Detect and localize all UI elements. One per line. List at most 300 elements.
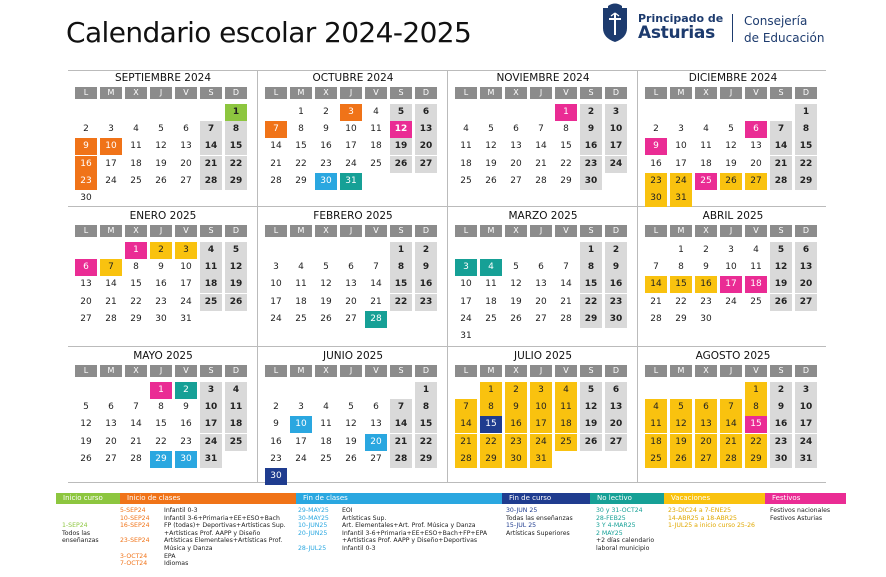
day-cell: 3 [728, 245, 734, 255]
day-cell: 29 [295, 175, 307, 186]
day-cell: 18 [200, 276, 222, 293]
day-cell: 28 [105, 313, 117, 324]
legend-description: Art. Elementales+Art. Prof. Música y Danza [342, 522, 476, 530]
day-cell: 28 [770, 173, 792, 190]
legend-entry [770, 515, 830, 523]
day-cell: 24 [345, 158, 357, 169]
day-cell: 17 [295, 436, 307, 447]
weekday-header: J [720, 87, 742, 99]
day-cell: 11 [200, 259, 222, 276]
day-cell: 7 [770, 121, 792, 138]
day-cell: 28 [720, 451, 742, 468]
day-cell: 9 [158, 262, 164, 273]
day-cell: 15 [580, 276, 602, 293]
legend-description: Todos las enseñanzas [62, 529, 99, 545]
weekday-header: J [340, 225, 362, 237]
day-cell: 1 [480, 382, 502, 399]
org-name-small: Principado de [638, 12, 724, 25]
day-cell: 10 [795, 399, 817, 416]
day-cell: 22 [795, 156, 817, 173]
day-cell: 19 [320, 296, 332, 307]
day-cell: 2 [415, 242, 437, 259]
day-cell: 14 [645, 276, 667, 293]
day-cell: 7 [265, 121, 287, 138]
day-cell: 30 [700, 313, 712, 324]
day-cell: 6 [695, 399, 717, 416]
day-cell: 24 [295, 453, 307, 464]
weekday-header: D [605, 225, 627, 237]
day-cell: 17 [345, 141, 357, 152]
day-cell: 9 [645, 138, 667, 155]
day-cell: 21 [455, 434, 477, 451]
day-cell: 25 [695, 173, 717, 190]
day-cell: 18 [700, 158, 712, 169]
month-title: MARZO 2025 [508, 210, 578, 222]
day-cell: 9 [580, 121, 602, 138]
day-cell: 7 [100, 259, 122, 276]
legend-entry [120, 537, 286, 545]
grid-divider [637, 70, 638, 483]
day-cell: 12 [725, 141, 737, 152]
weekday-header: L [265, 365, 287, 377]
day-cell: 12 [580, 399, 602, 416]
day-cell: 21 [770, 156, 792, 173]
weekday-header: S [390, 365, 412, 377]
grid-divider [447, 70, 448, 483]
legend-description: 23-DIC24 a 7-ENE25 [668, 507, 732, 514]
day-cell: 29 [225, 173, 247, 190]
day-cell: 22 [480, 434, 502, 451]
day-cell: 21 [720, 434, 742, 451]
day-cell: 1 [415, 382, 437, 399]
day-cell: 11 [485, 279, 497, 290]
day-cell: 26 [80, 453, 92, 464]
legend-description: 30 y 31-OCT24 [596, 507, 643, 514]
legend-no-lectivo: No lectivo [590, 493, 664, 504]
day-cell: 2 [323, 107, 329, 117]
weekday-header: D [225, 87, 247, 99]
day-cell: 23 [415, 294, 437, 311]
weekday-header: S [200, 225, 222, 237]
legend-entry [120, 553, 286, 561]
legend-entry [298, 522, 487, 530]
day-cell: 22 [130, 296, 142, 307]
legend-entry [120, 507, 286, 515]
weekday-header: V [745, 225, 767, 237]
day-cell: 23 [505, 434, 527, 451]
legend-column [62, 522, 112, 545]
day-cell: 29 [130, 313, 142, 324]
weekday-header: J [340, 365, 362, 377]
weekday-header: M [100, 365, 122, 377]
day-cell: 22 [390, 294, 412, 311]
day-cell: 13 [80, 279, 92, 290]
legend-date: 28-JUL25 [298, 544, 327, 552]
day-cell: 29 [480, 451, 502, 468]
day-cell: 20 [695, 434, 717, 451]
day-cell: 5 [770, 242, 792, 259]
day-cell: 9 [605, 259, 627, 276]
day-cell: 19 [225, 276, 247, 293]
day-cell: 10 [200, 399, 222, 416]
day-cell: 18 [460, 158, 472, 169]
day-cell: 30 [175, 451, 197, 468]
legend-description: 15-JUL 25 [506, 522, 537, 530]
legend-description: Infantil 3-6+Primaria+EE+ESO+Bach+FP+EPA [342, 529, 488, 537]
weekday-header: L [75, 225, 97, 237]
day-cell: 13 [345, 279, 357, 290]
day-cell: 10 [460, 279, 472, 290]
legend-description: Infantil 0-3 [164, 507, 198, 514]
day-cell: 3 [605, 104, 627, 121]
weekday-header: S [580, 87, 602, 99]
day-cell: 18 [370, 141, 382, 152]
day-cell: 19 [485, 158, 497, 169]
weekday-header: J [150, 87, 172, 99]
day-cell: 4 [200, 242, 222, 259]
weekday-header: X [695, 225, 717, 237]
day-cell: 20 [415, 138, 437, 155]
legend-description: Artísticas Superiores [506, 529, 570, 537]
legend-date: 10-SEP24 [120, 514, 150, 522]
day-cell: 21 [390, 434, 412, 451]
day-cell: 7 [133, 402, 139, 413]
day-cell: 29 [580, 311, 602, 328]
day-cell: 21 [130, 436, 142, 447]
day-cell: 3 [175, 242, 197, 259]
day-cell: 19 [390, 138, 412, 155]
legend-entry [770, 507, 830, 515]
department-line-1: Consejería [744, 14, 808, 28]
weekday-header: V [365, 225, 387, 237]
day-cell: 19 [670, 434, 692, 451]
day-cell: 27 [105, 453, 117, 464]
weekday-header: L [645, 225, 667, 237]
day-cell: 10 [725, 262, 737, 273]
day-cell: 6 [415, 104, 437, 121]
day-cell: 30 [265, 468, 287, 485]
day-cell: 10 [270, 279, 282, 290]
day-cell: 22 [225, 156, 247, 173]
day-cell: 28 [560, 313, 572, 324]
day-cell: 8 [415, 399, 437, 416]
weekday-header: L [265, 225, 287, 237]
day-cell: 7 [455, 399, 477, 416]
month-title: SEPTIEMBRE 2024 [114, 72, 212, 84]
day-cell: 27 [345, 313, 357, 324]
day-cell: 7 [538, 124, 544, 135]
legend-entry [596, 507, 654, 515]
weekday-header: L [455, 87, 477, 99]
day-cell: 4 [645, 399, 667, 416]
day-cell: 5 [513, 262, 519, 273]
weekday-header: D [795, 87, 817, 99]
day-cell: 23 [580, 156, 602, 173]
day-cell: 11 [370, 124, 382, 135]
day-cell: 1 [298, 107, 304, 117]
day-cell: 31 [200, 451, 222, 468]
grid-divider [68, 346, 826, 347]
day-cell: 11 [750, 262, 762, 273]
legend-description: Música y Danza [164, 544, 213, 552]
legend-entry [596, 537, 654, 545]
month-title: ABRIL 2025 [702, 210, 764, 222]
day-cell: 19 [155, 158, 167, 169]
day-cell: 13 [370, 419, 382, 430]
day-cell: 28 [390, 451, 412, 468]
day-cell: 24 [530, 434, 552, 451]
day-cell: 9 [183, 402, 189, 413]
day-cell: 12 [155, 141, 167, 152]
day-cell: 16 [75, 156, 97, 173]
legend-inicio-curso: Inicio curso [56, 493, 120, 504]
day-cell: 25 [320, 453, 332, 464]
legend-date: 30-MAY25 [298, 514, 329, 522]
day-cell: 15 [670, 276, 692, 293]
day-cell: 26 [770, 294, 792, 311]
legend-date: 16-SEP24 [120, 522, 150, 530]
day-cell: 28 [365, 311, 387, 328]
day-cell: 25 [645, 451, 667, 468]
day-cell: 3 [795, 382, 817, 399]
day-cell: 11 [320, 419, 332, 430]
day-cell: 16 [605, 276, 627, 293]
weekday-header: X [315, 87, 337, 99]
day-cell: 24 [460, 313, 472, 324]
day-cell: 17 [795, 416, 817, 433]
day-cell: 4 [753, 245, 759, 255]
day-cell: 30 [645, 190, 667, 207]
day-cell: 12 [670, 416, 692, 433]
day-cell: 14 [390, 416, 412, 433]
day-cell: 22 [560, 158, 572, 169]
day-cell: 21 [370, 296, 382, 307]
day-cell: 12 [770, 259, 792, 276]
day-cell: 15 [225, 138, 247, 155]
legend-description: Festivos Asturias [770, 514, 823, 522]
weekday-header: D [795, 225, 817, 237]
day-cell: 26 [320, 313, 332, 324]
legend-column [298, 507, 487, 553]
day-cell: 6 [183, 124, 189, 135]
weekday-header: S [770, 365, 792, 377]
day-cell: 27 [535, 313, 547, 324]
day-cell: 4 [323, 402, 329, 413]
day-cell: 4 [703, 124, 709, 135]
legend-date [120, 530, 164, 538]
legend-description: 2 MAY25 [596, 529, 623, 537]
day-cell: 16 [415, 276, 437, 293]
weekday-header: D [605, 87, 627, 99]
day-cell: 13 [605, 399, 627, 416]
day-cell: 3 [340, 104, 362, 121]
day-cell: 6 [605, 382, 627, 399]
day-cell: 26 [580, 434, 602, 451]
weekday-header: S [580, 225, 602, 237]
day-cell: 1 [150, 382, 172, 399]
day-cell: 27 [510, 175, 522, 186]
grid-divider [68, 482, 826, 483]
day-cell: 1 [555, 104, 577, 121]
day-cell: 24 [725, 296, 737, 307]
day-cell: 30 [315, 173, 337, 190]
day-cell: 29 [560, 175, 572, 186]
legend-description: +Artísticas Prof. AAPP y Diseño [164, 529, 261, 537]
day-cell: 25 [225, 434, 247, 451]
day-cell: 18 [225, 416, 247, 433]
legend-inicio-clases: Inicio de clases [120, 493, 296, 504]
day-cell: 15 [295, 141, 307, 152]
weekday-header: V [365, 365, 387, 377]
day-cell: 11 [130, 141, 142, 152]
day-cell: 22 [745, 434, 767, 451]
month-title: NOVIEMBRE 2024 [496, 72, 590, 84]
day-cell: 22 [415, 434, 437, 451]
weekday-header: M [290, 365, 312, 377]
day-cell: 17 [675, 158, 687, 169]
day-cell: 4 [133, 124, 139, 135]
day-cell: 22 [155, 436, 167, 447]
day-cell: 2 [83, 124, 89, 135]
day-cell: 27 [795, 294, 817, 311]
day-cell: 13 [105, 419, 117, 430]
weekday-header: D [605, 365, 627, 377]
day-cell: 24 [670, 173, 692, 190]
weekday-header: J [720, 225, 742, 237]
day-cell: 7 [200, 121, 222, 138]
weekday-header: M [670, 87, 692, 99]
month-title: ENERO 2025 [129, 210, 197, 222]
weekday-header: J [150, 225, 172, 237]
month-title: JULIO 2025 [513, 350, 573, 362]
day-cell: 6 [538, 262, 544, 273]
day-cell: 8 [225, 121, 247, 138]
day-cell: 13 [535, 279, 547, 290]
day-cell: 14 [270, 141, 282, 152]
day-cell: 5 [323, 262, 329, 273]
day-cell: 27 [745, 173, 767, 190]
legend-description: Idiomas [164, 560, 189, 568]
legend-column [668, 507, 755, 530]
page-title: Calendario escolar 2024-2025 [66, 16, 472, 49]
weekday-header: D [795, 365, 817, 377]
legend-entry [596, 522, 654, 530]
day-cell: 8 [480, 399, 502, 416]
weekday-header: J [530, 225, 552, 237]
day-cell: 23 [180, 436, 192, 447]
weekday-header: V [745, 87, 767, 99]
day-cell: 29 [150, 451, 172, 468]
grid-divider [68, 70, 826, 71]
day-cell: 13 [510, 141, 522, 152]
day-cell: 25 [750, 296, 762, 307]
day-cell: 25 [555, 434, 577, 451]
day-cell: 19 [770, 276, 792, 293]
day-cell: 15 [560, 141, 572, 152]
logo [600, 2, 875, 46]
day-cell: 2 [505, 382, 527, 399]
day-cell: 9 [75, 138, 97, 155]
day-cell: 4 [373, 107, 379, 117]
day-cell: 8 [158, 402, 164, 413]
day-cell: 28 [130, 453, 142, 464]
day-cell: 13 [795, 259, 817, 276]
day-cell: 13 [750, 141, 762, 152]
day-cell: 17 [530, 416, 552, 433]
day-cell: 6 [513, 124, 519, 135]
legend-entry [668, 515, 755, 523]
day-cell: 1 [745, 382, 767, 399]
day-cell: 14 [560, 279, 572, 290]
legend-description: 30-JUN 25 [506, 507, 538, 514]
legend-entry [298, 545, 487, 553]
day-cell: 1 [580, 242, 602, 259]
legend-entry [668, 507, 755, 515]
day-cell: 31 [795, 451, 817, 468]
day-cell: 7 [390, 399, 412, 416]
day-cell: 22 [675, 296, 687, 307]
day-cell: 4 [225, 382, 247, 399]
day-cell: 11 [555, 399, 577, 416]
legend-date: 7-OCT24 [120, 560, 148, 568]
day-cell: 27 [415, 156, 437, 173]
day-cell: 23 [155, 296, 167, 307]
day-cell: 3 [298, 402, 304, 413]
day-cell: 24 [200, 434, 222, 451]
legend-date: 29-MAY25 [298, 507, 329, 514]
day-cell: 5 [670, 399, 692, 416]
day-cell: 29 [795, 173, 817, 190]
weekday-header: V [555, 365, 577, 377]
day-cell: 16 [270, 436, 282, 447]
legend-bars [56, 493, 846, 504]
day-cell: 26 [720, 173, 742, 190]
legend-description: 14-ABR25 a 18-ABR25 [668, 514, 737, 522]
day-cell: 15 [415, 416, 437, 433]
day-cell: 11 [700, 141, 712, 152]
weekday-header: X [505, 365, 527, 377]
day-cell: 9 [770, 399, 792, 416]
weekday-header: V [745, 365, 767, 377]
day-cell: 24 [795, 434, 817, 451]
day-cell: 10 [100, 138, 122, 155]
day-cell: 20 [365, 434, 387, 451]
day-cell: 3 [200, 382, 222, 399]
day-cell: 3 [455, 259, 477, 276]
day-cell: 9 [323, 124, 329, 135]
legend-entry [506, 530, 573, 538]
weekday-header: X [125, 87, 147, 99]
day-cell: 7 [373, 262, 379, 273]
legend-entry [298, 537, 487, 545]
day-cell: 25 [130, 175, 142, 186]
legend-description: EOI [342, 507, 353, 514]
day-cell: 21 [270, 158, 282, 169]
day-cell: 11 [645, 416, 667, 433]
weekday-header: S [770, 87, 792, 99]
day-cell: 25 [460, 175, 472, 186]
weekday-header: J [340, 87, 362, 99]
weekday-header: M [290, 87, 312, 99]
day-cell: 14 [130, 419, 142, 430]
day-cell: 29 [415, 451, 437, 468]
day-cell: 6 [373, 402, 379, 413]
legend-entry [668, 522, 755, 530]
day-cell: 18 [555, 416, 577, 433]
legend-entry [120, 522, 286, 530]
legend-fin-clases: Fin de clases [296, 493, 502, 504]
legend-date: 5-SEP24 [120, 507, 146, 514]
